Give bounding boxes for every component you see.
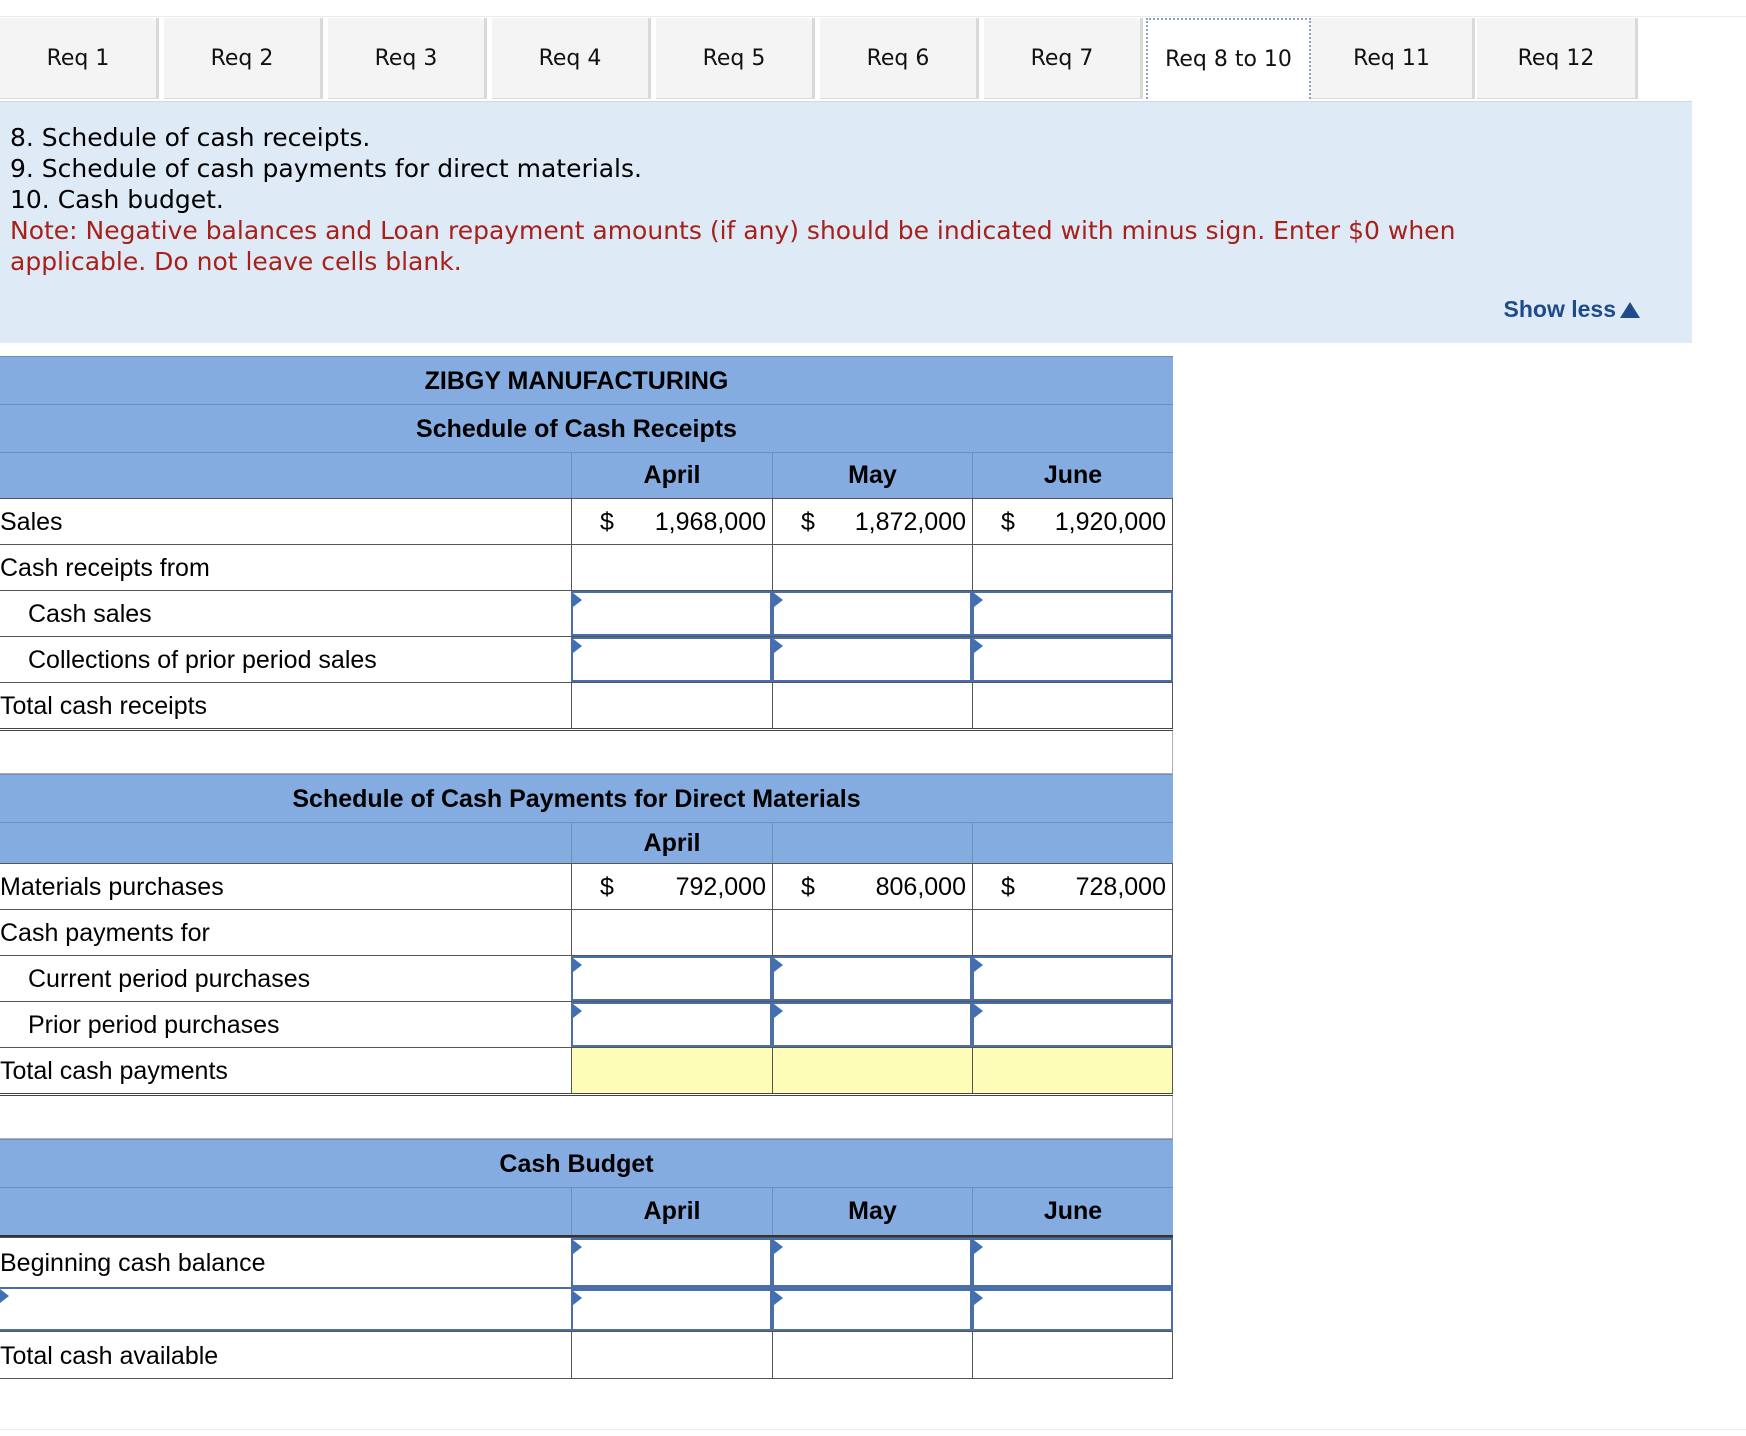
total-receipts-april (571, 683, 772, 728)
month-header: May (772, 1188, 972, 1235)
currency-symbol: $ (801, 508, 815, 536)
tab-req-3[interactable]: Req 3 (328, 18, 487, 99)
collections-may-input[interactable] (772, 637, 972, 682)
worksheet (0, 356, 1173, 1379)
prior-purchases-april-input[interactable] (571, 1002, 772, 1047)
prior-period-purchases-row (0, 1001, 1173, 1047)
show-less-button[interactable] (1504, 296, 1640, 323)
total-payments-june (972, 1048, 1173, 1093)
budget-column-header (0, 1187, 1173, 1237)
sales-row (0, 498, 1173, 544)
instruction-note-cont: applicable. Do not leave cells blank. (10, 247, 462, 276)
cash-receipts-from-row (0, 544, 1173, 590)
tab-req-12[interactable]: Req 12 (1477, 18, 1638, 99)
row-label: Beginning cash balance (0, 1249, 266, 1277)
instruction-note: Note: Negative balances and Loan repayment amounts (if any) should be indicated with minus sign. Enter $0 when (10, 216, 1456, 245)
tab-req-6[interactable]: Req 6 (820, 18, 979, 99)
beginning-cash-april-input[interactable] (571, 1238, 772, 1287)
materials-purchases-row (0, 863, 1173, 909)
budget-entry-row (0, 1287, 1173, 1331)
collections-june-input[interactable] (972, 637, 1173, 682)
sales-april: 1,968,000 (654, 508, 766, 536)
company-title: ZIBGY MANUFACTURING (0, 356, 1173, 404)
total-cash-payments-row (0, 1047, 1173, 1093)
row-label: Total cash available (0, 1342, 219, 1370)
currency-symbol: $ (600, 873, 614, 901)
total-payments-april (571, 1048, 772, 1093)
total-receipts-may (772, 683, 972, 728)
beginning-cash-may-input[interactable] (772, 1238, 972, 1287)
show-less-label: Show less (1503, 296, 1616, 322)
currency-symbol: $ (801, 873, 815, 901)
prior-purchases-may-input[interactable] (772, 1002, 972, 1047)
instruction-line-9: 9. Schedule of cash payments for direct materials. (10, 154, 642, 183)
requirement-tabs (0, 18, 1638, 101)
caret-up-icon (1620, 302, 1640, 318)
month-header: April (571, 823, 772, 863)
current-period-purchases-row (0, 955, 1173, 1001)
row-label: Total cash receipts (0, 692, 208, 720)
instruction-line-10: 10. Cash budget. (10, 185, 224, 214)
collections-row (0, 636, 1173, 682)
row-label: Cash payments for (0, 919, 210, 947)
purchases-june: 728,000 (1075, 873, 1166, 901)
total-available-june (972, 1332, 1173, 1378)
receipts-title: Schedule of Cash Receipts (0, 404, 1173, 452)
cash-sales-may-input[interactable] (772, 591, 972, 636)
total-available-april (571, 1332, 772, 1378)
currency-symbol: $ (1001, 508, 1015, 536)
cash-budget-title: Cash Budget (0, 1139, 1173, 1187)
budget-entry-june-input[interactable] (972, 1289, 1173, 1331)
sales-june: 1,920,000 (1054, 508, 1166, 536)
row-label: Prior period purchases (28, 1011, 280, 1039)
tab-req-1[interactable]: Req 1 (0, 18, 159, 99)
cash-payments-for-row (0, 909, 1173, 955)
beginning-cash-row (0, 1237, 1173, 1287)
month-header: May (772, 453, 972, 498)
sales-may: 1,872,000 (854, 508, 966, 536)
total-receipts-june (972, 683, 1173, 728)
budget-entry-may-input[interactable] (772, 1289, 972, 1331)
row-label: Current period purchases (28, 965, 311, 993)
row-label: Collections of prior period sales (28, 646, 377, 674)
row-label: Materials purchases (0, 873, 224, 901)
tab-req-11[interactable]: Req 11 (1311, 18, 1475, 99)
cash-sales-april-input[interactable] (571, 591, 772, 636)
row-label: Cash receipts from (0, 554, 210, 582)
receipts-column-header (0, 452, 1173, 498)
current-purchases-may-input[interactable] (772, 956, 972, 1001)
section-spacer (0, 728, 1173, 774)
month-header: April (571, 453, 772, 498)
total-cash-available-row (0, 1331, 1173, 1379)
current-purchases-june-input[interactable] (972, 956, 1173, 1001)
row-label: Cash sales (28, 600, 152, 628)
purchases-april: 792,000 (675, 873, 766, 901)
tab-req-2[interactable]: Req 2 (164, 18, 323, 99)
month-header: June (972, 1188, 1173, 1235)
current-purchases-april-input[interactable] (571, 956, 772, 1001)
beginning-cash-june-input[interactable] (972, 1238, 1173, 1287)
row-label: Sales (0, 508, 63, 536)
section-spacer (0, 1093, 1173, 1139)
cash-sales-row (0, 590, 1173, 636)
payments-column-header (0, 822, 1173, 863)
total-available-may (772, 1332, 972, 1378)
month-header: April (571, 1188, 772, 1235)
month-header: June (972, 453, 1173, 498)
payments-title: Schedule of Cash Payments for Direct Materials (0, 774, 1173, 822)
total-payments-may (772, 1048, 972, 1093)
prior-purchases-june-input[interactable] (972, 1002, 1173, 1047)
tab-req-4[interactable]: Req 4 (492, 18, 651, 99)
budget-label-select[interactable] (0, 1289, 571, 1331)
instructions-panel (0, 102, 1692, 343)
tab-req-5[interactable]: Req 5 (656, 18, 815, 99)
tab-req-7[interactable]: Req 7 (984, 18, 1143, 99)
row-label: Total cash payments (0, 1057, 228, 1085)
cash-sales-june-input[interactable] (972, 591, 1173, 636)
total-cash-receipts-row (0, 682, 1173, 728)
budget-entry-april-input[interactable] (571, 1289, 772, 1331)
tab-req-8-to-10[interactable]: Req 8 to 10 (1146, 18, 1311, 99)
instruction-line-8: 8. Schedule of cash receipts. (10, 123, 371, 152)
collections-april-input[interactable] (571, 637, 772, 682)
currency-symbol: $ (600, 508, 614, 536)
purchases-may: 806,000 (875, 873, 966, 901)
currency-symbol: $ (1001, 873, 1015, 901)
